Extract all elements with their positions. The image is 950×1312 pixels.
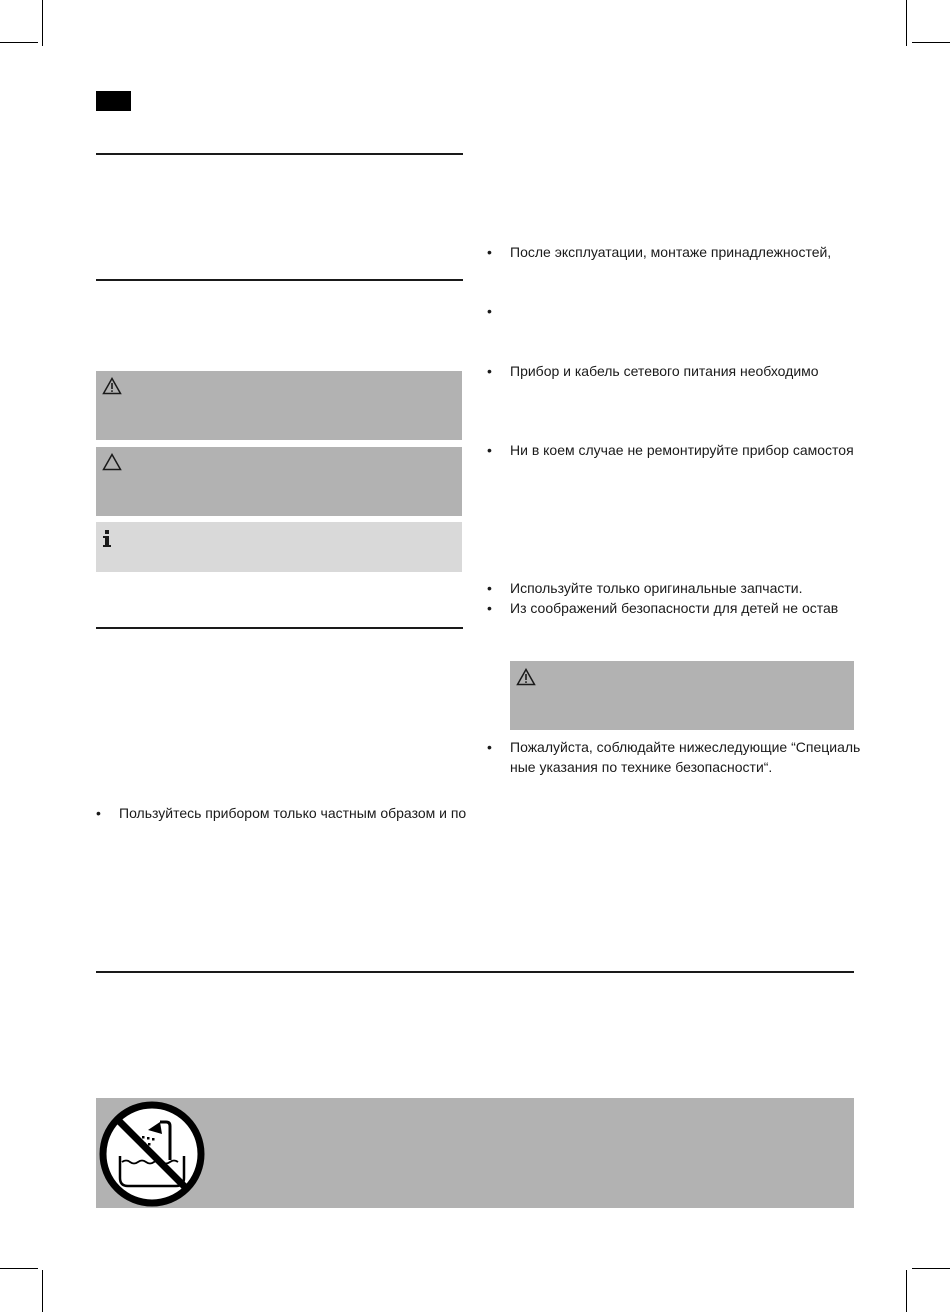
section-divider xyxy=(96,627,463,629)
list-item-text: После эксплуатации, монтаже принадлежностей, xyxy=(510,244,832,260)
warning-notice-box xyxy=(96,371,462,440)
language-tab xyxy=(96,91,131,111)
list-item-text: Используйте только оригинальные запчасти. xyxy=(510,580,803,596)
list-item-text: Из соображений безопасности для детей не остав xyxy=(510,600,839,616)
list-item-text: Пользуйтесь прибором только частным образом и по xyxy=(119,805,467,821)
list-item-text: ные указания по технике безопасности“. xyxy=(510,759,773,775)
caution-notice-box xyxy=(96,447,462,516)
crop-mark xyxy=(912,1268,950,1269)
info-icon xyxy=(102,530,112,548)
section-divider xyxy=(96,153,463,155)
info-notice-box xyxy=(96,522,462,572)
crop-mark xyxy=(42,0,43,46)
crop-mark xyxy=(912,42,950,43)
section-divider xyxy=(96,279,463,281)
crop-mark xyxy=(42,1270,43,1312)
crop-mark xyxy=(906,0,907,46)
warning-triangle-icon xyxy=(102,377,122,395)
warning-notice-box xyxy=(510,661,854,730)
bottom-warning-banner xyxy=(96,1098,854,1208)
crop-mark xyxy=(0,42,38,43)
crop-mark xyxy=(906,1270,907,1312)
list-item-text: Пожалуйста, соблюдайте нижеследующие “Специаль xyxy=(510,739,861,755)
bullet-marker: • xyxy=(487,600,492,616)
list-item-text: Ни в коем случае не ремонтируйте прибор самостоя xyxy=(510,442,854,458)
list-item-text: Прибор и кабель сетевого питания необходимо xyxy=(510,363,819,379)
bullet-marker: • xyxy=(487,442,492,458)
warning-triangle-icon xyxy=(516,668,536,686)
caution-triangle-icon xyxy=(102,453,122,471)
no-water-bath-icon xyxy=(98,1100,206,1208)
bullet-marker: • xyxy=(487,580,492,596)
bullet-marker: • xyxy=(96,805,101,821)
section-divider xyxy=(96,971,854,973)
bullet-marker: • xyxy=(487,303,492,319)
bullet-marker: • xyxy=(487,739,492,755)
bullet-marker: • xyxy=(487,363,492,379)
crop-mark xyxy=(0,1268,38,1269)
bullet-marker: • xyxy=(487,244,492,260)
